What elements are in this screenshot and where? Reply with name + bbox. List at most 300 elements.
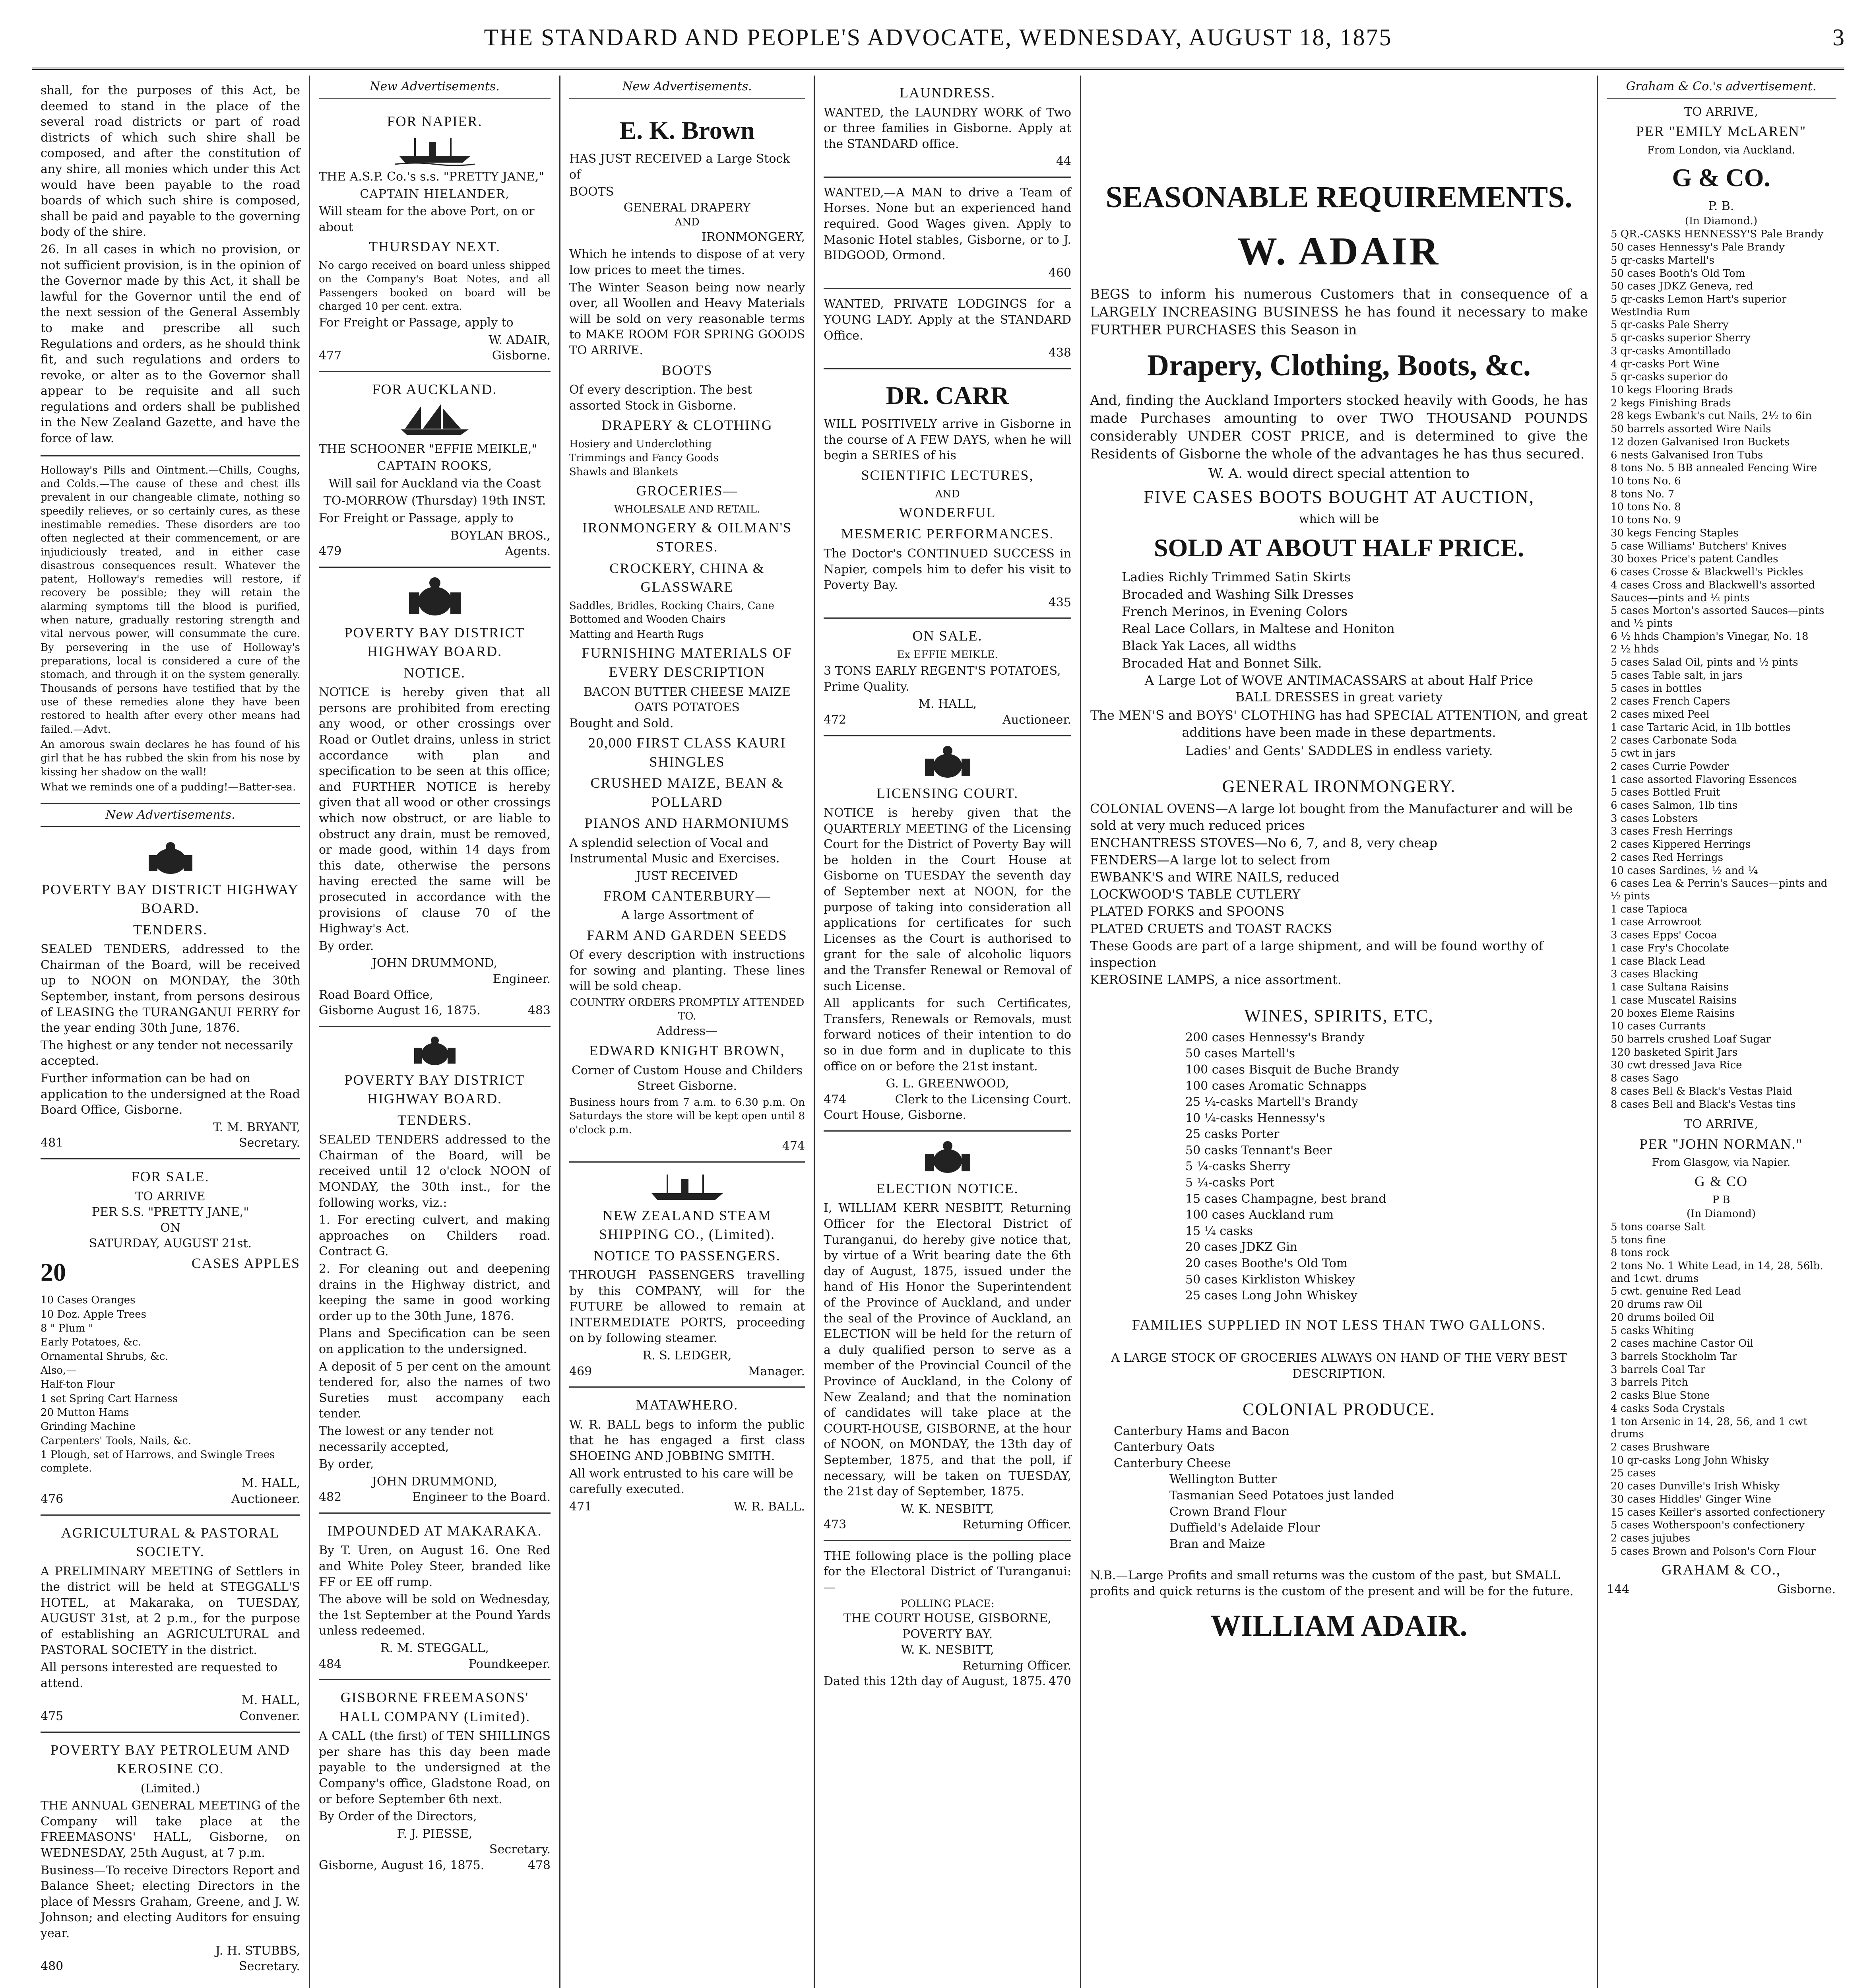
on-sale-ad (824, 619, 1071, 736)
list-item: ENCHANTRESS STOVES—No 6, 7, and 8, very cheap (1090, 835, 1437, 850)
column-heading: Graham & Co.'s advertisement. (1607, 76, 1836, 99)
sale-arrive: TO ARRIVE (135, 1189, 206, 1204)
carr-wonderful: WONDERFUL (899, 504, 996, 520)
notice-signature: JOHN DRUMMOND, (372, 956, 498, 971)
petro-title: POVERTY BAY PETROLEUM AND KEROSINE CO. (50, 1741, 290, 1777)
signature-role: Secretary. (239, 1959, 300, 1974)
list-item: 20 boxes Eleme Raisins (1611, 1007, 1735, 1019)
graham-items (1607, 228, 1836, 1111)
wanted-man-body: WANTED,—A MAN to drive a Team of Horses. None but an experienced hand required. Good Wages given. Apply to Masonic Hotel stables, Gisborne, or to J. BIDGOOD, Ormond. (824, 185, 1071, 263)
ad-number: 435 (1048, 595, 1071, 610)
impound-signature: R. M. STEGGALL, (380, 1641, 489, 1655)
list-item: 10 qr-casks Long John Whisky (1611, 1454, 1769, 1466)
list-item: 1 case Tartaric Acid, in 1lb bottles (1611, 721, 1791, 734)
polling-ad (824, 1541, 1071, 1697)
ekbrown-winter: The Winter Season being now nearly over, all Woollen and Heavy Materials will be sold on very reasonable terms to MAKE ROOM FOR SPRING GOODS TO ARRIVE. (569, 280, 805, 357)
list-item: 50 casks Tennant's Beer (1185, 1143, 1332, 1157)
list-item: 5 casks Whiting (1611, 1324, 1694, 1337)
logo-pb: P. B. (1708, 199, 1734, 214)
list-item: 120 basketed Spirit Jars (1611, 1046, 1738, 1058)
list-item: 5 qr-casks Pale Sherry (1611, 319, 1729, 331)
freemasons-role: Secretary. (489, 1842, 551, 1857)
list-item: 5 cwt in jars (1611, 747, 1675, 760)
list-item: 8 cases Bell & Black's Vestas Plaid (1611, 1085, 1792, 1097)
list-item: 8 cases Sago (1611, 1072, 1679, 1085)
list-item: 100 cases Bisquit de Buche Brandy (1185, 1062, 1399, 1077)
pianos-title: PIANOS AND HARMONIUMS (584, 815, 790, 831)
election-title: ELECTION NOTICE. (876, 1180, 1019, 1196)
ad-number: 474 (824, 1092, 847, 1107)
list-item: 6 cases Lea & Perrin's Sauces—pints and ½ pints (1611, 878, 1828, 903)
ad-number: 44 (1056, 154, 1071, 169)
graham-logo: G & CO. (1672, 163, 1770, 192)
list-item: 5 tons coarse Salt (1611, 1221, 1705, 1233)
adair-attention: W. A. would direct special attention to (1208, 465, 1470, 481)
sale-ship: PER S.S. "PRETTY JANE," (91, 1205, 249, 1219)
sale-on: ON (160, 1221, 180, 1235)
steamship-icon (395, 134, 475, 166)
auckland-freight: For Freight or Passage, apply to (319, 511, 514, 525)
list-item: 25 cases (1611, 1467, 1656, 1479)
just-received: JUST RECEIVED (636, 869, 738, 883)
napier-cargo: No cargo received on board unless shipped on the Company's Boat Notes, and all Passengers booked on board will be charged 10 per cent. extra. (319, 260, 551, 313)
list-item: Canterbury Hams and Bacon (1114, 1424, 1289, 1438)
napier-day: THURSDAY NEXT. (369, 239, 500, 255)
steamship-icon (648, 1171, 727, 1203)
list-item: Ornamental Shrubs, &c. (41, 1350, 169, 1363)
list-item: 3 cases Fresh Herrings (1611, 825, 1733, 838)
on-sale-ship: Ex EFFIE MEIKLE. (897, 648, 998, 661)
carr-and: AND (935, 488, 960, 500)
auckland-day: TO-MORROW (Thursday) 19th INST. (323, 494, 546, 508)
ad-number: 480 (41, 1959, 64, 1974)
highway-notice-ad (319, 568, 551, 1027)
list-item: 3 barrels Stockholm Tar (1611, 1351, 1737, 1363)
list-item: 5 cases Salad Oil, pints and ½ pints (1611, 656, 1798, 669)
farm-seeds: FARM AND GARDEN SEEDS (587, 927, 787, 943)
ad-number: 470 (1048, 1674, 1071, 1689)
list-item: 1 case Muscatel Raisins (1611, 994, 1737, 1006)
sold-half-price: SOLD AT ABOUT HALF PRICE. (1154, 533, 1524, 562)
freemasons-body: A CALL (the first) of TEN SHILLINGS per share has this day been made payable to the undersigned at the Company's office, Gladstone Road, on or before September 6th next. (319, 1729, 551, 1806)
sale-count: 20 (41, 1258, 66, 1286)
column-3 (560, 76, 815, 1988)
newspaper-page (32, 76, 1844, 1988)
list-item: 5 qr-casks Lemon Hart's superior WestIndia Rum (1611, 293, 1787, 318)
list-item: Canterbury Oats (1114, 1440, 1215, 1454)
adair-body: And, finding the Auckland Importers stocked heavily with Goods, he has made Purchases amounting to over TWO THOUSAND POUNDS considerably UNDER COST PRICE, and is determined to give the Residents of Gisborne the whole of the advantages he has thus secured. (1090, 392, 1588, 462)
graham-logo-2: G & CO (1694, 1173, 1748, 1189)
list-item: 50 cases Kirkliston Whiskey (1185, 1272, 1355, 1287)
board-title: POVERTY BAY DISTRICT HIGHWAY BOARD. (344, 624, 525, 660)
napier-signature: W. ADAIR, (488, 333, 551, 347)
list-item: 2 casks Blue Stone (1611, 1390, 1710, 1402)
column-heading: New Advertisements. (319, 76, 551, 99)
list-item: Also,— (41, 1364, 77, 1376)
page-number: 3 (1832, 24, 1844, 50)
list-item: Half-ton Flour (41, 1378, 115, 1391)
list-item: 20 drums raw Oil (1611, 1299, 1702, 1311)
nzss-ad (569, 1163, 805, 1388)
list-item: 25 casks Porter (1185, 1127, 1280, 1142)
ad-number: 474 (782, 1139, 805, 1153)
crushed-maize: CRUSHED MAIZE, BEAN & POLLARD (590, 775, 784, 810)
royal-crest-icon (407, 1036, 463, 1068)
list-item: 1 case Tapioca (1611, 903, 1688, 915)
board-title: POVERTY BAY DISTRICT HIGHWAY BOARD. (42, 881, 299, 916)
column-1 (32, 76, 310, 1988)
graham-place: Gisborne. (1777, 1582, 1836, 1597)
matawhero-title: MATAWHERO. (636, 1397, 739, 1413)
ad-number: 471 (569, 1499, 592, 1514)
list-item: 10 tons No. 8 (1611, 501, 1681, 513)
list-item: 20 Mutton Hams (41, 1406, 129, 1419)
column-2 (310, 76, 560, 1988)
list-item: 10 tons No. 6 (1611, 475, 1681, 487)
mens-clothing: The MEN'S and BOYS' CLOTHING has had SPECIAL ATTENTION, and great additions have been made in these departments. (1090, 708, 1588, 740)
list-item: 3 cases Epps' Cocoa (1611, 929, 1717, 942)
ad-number: 484 (319, 1657, 342, 1671)
list-item: Grinding Machine (41, 1421, 136, 1433)
laundress-ad (824, 76, 1071, 178)
list-item: 15 cases Keiller's assorted confectionery (1611, 1506, 1825, 1518)
napier-freight: For Freight or Passage, apply to (319, 316, 514, 330)
list-item: 10 ¼-casks Hennessy's (1185, 1111, 1325, 1125)
groceries-title: GROCERIES— (636, 482, 738, 499)
column-5-adair (1081, 76, 1598, 1988)
list-item: 30 kegs Fencing Staples (1611, 527, 1739, 539)
matawhero-note: All work entrusted to his care will be carefully executed. (569, 1466, 793, 1497)
list-item: 1 ton Arsenic in 14, 28, 56, and 1 cwt drums (1611, 1415, 1808, 1441)
list-item: 4 cases Cross and Blackwell's assorted Sauces—pints and ½ pints (1611, 579, 1815, 604)
sale-title: FOR SALE. (131, 1169, 209, 1185)
pudding-text: What we reminds one of a pudding!—Batter-sea. (41, 781, 296, 793)
list-item: 30 boxes Price's patent Candles (1611, 553, 1778, 565)
on-sale-title: ON SALE. (912, 628, 983, 644)
list-item: 5 cases Table salt, in jars (1611, 669, 1743, 681)
list-item: 6 ½ hhds Champion's Vinegar, No. 18 (1611, 630, 1809, 643)
list-item: Shawls and Blankets (569, 466, 678, 478)
bacon-line: BACON BUTTER CHEESE MAIZE (584, 685, 791, 699)
list-item: PLATED CRUETS and TOAST RACKS (1090, 921, 1332, 936)
tenders-plans: Plans and Specification can be seen on application to the undersigned. (319, 1326, 551, 1356)
notice-title: NOTICE. (404, 664, 465, 681)
tenders-body: SEALED TENDERS addressed to the Chairman of the Board, will be received until 12 o'clock NOON of MONDAY, the 30th inst., for the following works, viz.: (319, 1133, 551, 1210)
ekbrown-body: Which he intends to dispose of at very low prices to meet the times. (569, 247, 805, 277)
impound-sale: The above will be sold on Wednesday, the 1st September at the Pound Yards unless redeemed. (319, 1592, 551, 1638)
list-item: 5 QR.-CASKS HENNESSY'S Pale Brandy (1611, 228, 1824, 241)
list-item: 10 Cases Oranges (41, 1294, 136, 1307)
bought-sold: Bought and Sold. (569, 716, 674, 730)
notice-date: Gisborne August 16, 1875. (319, 1004, 481, 1018)
for-sale-ad (41, 1159, 300, 1516)
list-item: 50 cases Hennessy's Pale Brandy (1611, 241, 1785, 254)
list-item: 5 tons fine (1611, 1234, 1666, 1246)
list-item: 2 ½ hhds (1611, 643, 1659, 656)
auckland-body: THE SCHOONER "EFFIE MEIKLE," (319, 442, 537, 456)
list-item: 2 kegs Finishing Brads (1611, 397, 1731, 409)
election-signature: W. K. NESBITT, (901, 1502, 994, 1516)
groceries-sub: WHOLESALE AND RETAIL. (614, 503, 760, 516)
signature-role: Convener. (239, 1709, 300, 1723)
crockery-matting: Matting and Hearth Rugs (569, 629, 704, 641)
list-item: 5 cases Morton's assorted Sauces—pints and ½ pints (1611, 605, 1825, 629)
list-item: 2 cases machine Castor Oil (1611, 1338, 1753, 1350)
farm-body: Of every description with instructions for sowing and planting. These lines will be sold cheap. (569, 948, 805, 994)
notice-office: Road Board Office, (319, 988, 433, 1002)
holloway-ad (41, 456, 300, 804)
list-item: 6 cases Salmon, 1lb tins (1611, 800, 1738, 812)
tenders-by: By order, (319, 1457, 374, 1472)
list-item: 50 barrels assorted Wire Nails (1611, 423, 1771, 435)
list-item: Brocaded Hat and Bonnet Silk. (1122, 655, 1322, 671)
licensing-signature: G. L. GREENWOOD, (886, 1077, 1009, 1091)
ekbrown-drapery: GENERAL DRAPERY (623, 200, 751, 215)
list-item: 2 cases Brushware (1611, 1441, 1710, 1454)
pianos-body: A splendid selection of Vocal and Instrumental Music and Exercises. (569, 836, 780, 866)
signature-role: Poundkeeper. (468, 1657, 551, 1671)
nb-note: N.B.—Large Profits and small returns was the custom of the past, but SMALL profits and quick returns is the custom of the present and will be for the future. (1090, 1569, 1574, 1598)
polling-body: THE following place is the polling place for the Electoral District of Turanganui:— (824, 1549, 1071, 1595)
list-item: 2 cases jujubes (1611, 1532, 1691, 1545)
sale-apples: CASES APPLES (191, 1255, 300, 1271)
ladies-items (1090, 569, 1588, 671)
column-6-graham (1598, 76, 1844, 1988)
ekbrown-iron: IRONMONGERY, (702, 230, 805, 244)
list-item: 1 case assorted Flavoring Essences (1611, 773, 1797, 786)
list-item: 5 cases in bottles (1611, 682, 1702, 695)
logo-diamond: (In Diamond.) (1685, 215, 1758, 227)
ekbrown-and: AND (675, 216, 700, 229)
list-item: 5 ¼-casks Sherry (1185, 1159, 1291, 1174)
list-item: Duffield's Adelaide Flour (1169, 1521, 1320, 1535)
list-item: 10 tons No. 9 (1611, 514, 1681, 526)
ironmongery-title: IRONMONGERY & OILMAN'S STORES. (582, 520, 792, 555)
impound-title: IMPOUNDED AT MAKARAKA. (327, 1522, 542, 1539)
signature-role: Engineer to the Board. (412, 1490, 551, 1505)
list-item: 1 case Sultana Raisins (1611, 981, 1729, 994)
matawhero-ad (569, 1388, 805, 1522)
groceries-note: A LARGE STOCK OF GROCERIES ALWAYS ON HAND OF THE VERY BEST DESCRIPTION. (1111, 1351, 1567, 1381)
list-item: 5 ¼-casks Port (1185, 1176, 1275, 1190)
ship-from: From London, via Auckland. (1647, 144, 1795, 156)
impound-body: By T. Uren, on August 16. One Red and White Poley Steer, branded like FF or EE off rump. (319, 1543, 551, 1589)
signature-role: Returning Officer. (962, 1518, 1071, 1532)
list-item: 8 tons rock (1611, 1247, 1669, 1259)
freemasons-by: By Order of the Directors, (319, 1809, 477, 1824)
tenders-deposit: A deposit of 5 per cent on the amount tendered for, also the names of two Sureties must accompany each tender. (319, 1359, 551, 1421)
list-item: LOCKWOOD'S TABLE CUTLERY (1090, 887, 1301, 902)
royal-crest-icon (141, 841, 200, 877)
signature-role: Auctioneer. (1002, 712, 1071, 727)
list-item: Wellington Butter (1169, 1472, 1277, 1487)
ekbrown-intro: HAS JUST RECEIVED a Large Stock of (569, 152, 790, 182)
lodgings-body: WANTED, PRIVATE LODGINGS for a YOUNG LADY. Apply at the STANDARD Office. (824, 297, 1071, 343)
agri-note: All persons interested are requested to attend. (41, 1660, 278, 1690)
lodgings-ad (824, 289, 1071, 369)
election-ad (824, 1132, 1071, 1541)
ship-name: PER "EMILY McLAREN" (1636, 123, 1807, 140)
logo2-diamond: (In Diamond) (1687, 1208, 1756, 1220)
list-item: 20 cases Boothe's Old Tom (1185, 1256, 1348, 1271)
list-item: 3 barrels Coal Tar (1611, 1363, 1705, 1376)
list-item: 50 barrels crushed Loaf Sugar (1611, 1033, 1771, 1045)
families-note: FAMILIES SUPPLIED IN NOT LESS THAN TWO GALLONS. (1132, 1316, 1546, 1333)
nzss-notice: NOTICE TO PASSENGERS. (593, 1247, 781, 1264)
list-item: Bran and Maize (1169, 1537, 1265, 1551)
list-item: 30 cases Hiddles' Ginger Wine (1611, 1493, 1771, 1505)
newspaper-title: THE STANDARD AND PEOPLE'S ADVOCATE, WEDNESDAY, AUGUST 18, 1875 (484, 24, 1392, 50)
assortment: A large Assortment of (621, 909, 753, 923)
auckland-signature: BOYLAN BROS., (450, 528, 551, 543)
list-item: 50 cases Booth's Old Tom (1611, 267, 1745, 280)
business-hours: Business hours from 7 a.m. to 6.30 p.m. On Saturdays the store will be kept open until 8 o'clock p.m. (569, 1096, 805, 1136)
list-item: 3 qr-casks Amontillado (1611, 345, 1731, 357)
list-item: 5 cases Wotherspoon's confectionery (1611, 1519, 1805, 1532)
freemasons-ad (319, 1680, 551, 1880)
list-item: 50 cases JDKZ Geneva, red (1611, 280, 1753, 293)
list-item: KEROSINE LAMPS, a nice assortment. (1090, 972, 1342, 988)
list-item: 5 qr-casks superior do (1611, 371, 1728, 383)
tenders-item-2: 2. For cleaning out and deepening drains in the Highway district, and keeping the same in good working order up to the 30th June, 1876. (319, 1262, 551, 1323)
list-item: These Goods are part of a large shipment, and will be found worthy of inspection (1090, 938, 1543, 971)
ekbrown-boots: BOOTS (569, 185, 614, 199)
list-item: Carpenters' Tools, Nails, &c. (41, 1435, 192, 1447)
saddles-line: Ladies' and Gents' SADDLES in endless variety. (1185, 743, 1493, 758)
royal-crest-icon (918, 1140, 977, 1176)
wines-items (1090, 1030, 1588, 1304)
ad-number: 479 (319, 544, 342, 559)
ad-number: 481 (41, 1136, 64, 1150)
agri-title: AGRICULTURAL & PASTORAL SOCIETY. (61, 1524, 280, 1560)
to-arrive: TO ARRIVE, (1684, 105, 1758, 119)
colonial-title: COLONIAL PRODUCE. (1243, 1399, 1435, 1419)
list-item: Ladies Richly Trimmed Satin Skirts (1122, 569, 1351, 585)
nzss-title: NEW ZEALAND STEAM SHIPPING CO., (Limited). (599, 1207, 775, 1242)
adair-title: W. ADAIR (1237, 229, 1441, 274)
woven-antimacassars: A Large Lot of WOVE ANTIMACASSARS at about Half Price (1144, 672, 1534, 688)
list-item: Black Yak Laces, all widths (1122, 638, 1297, 654)
notice-role: Engineer. (492, 972, 551, 986)
list-item: 2 cases Kippered Herrings (1611, 839, 1751, 851)
carr-lectures: SCIENTIFIC LECTURES, (861, 467, 1034, 483)
logo2-pb: P B (1712, 1194, 1730, 1206)
list-item: 10 cases Sardines, ½ and ¼ (1611, 864, 1758, 877)
list-item: Brocaded and Washing Silk Dresses (1122, 586, 1354, 602)
list-item: 3 barrels Pitch (1611, 1376, 1688, 1389)
ad-number: 477 (319, 349, 342, 363)
list-item: 20 cases JDKZ Gin (1185, 1240, 1298, 1254)
auckland-ad (319, 372, 551, 568)
wanted-man-ad (824, 178, 1071, 289)
list-item: 1 case Fry's Chocolate (1611, 942, 1729, 954)
kauri-shingles: 20,000 FIRST CLASS KAURI SHINGLES (588, 735, 786, 770)
freemasons-date: Gisborne, August 16, 1875. (319, 1858, 485, 1872)
list-item: Early Potatoes, &c. (41, 1336, 142, 1349)
list-item: 2 cases Currie Powder (1611, 760, 1729, 773)
furnishing-title: FURNISHING MATERIALS OF EVERY DESCRIPTION (582, 645, 793, 680)
signature-role: Auctioneer. (231, 1492, 300, 1507)
freemasons-title: GISBORNE FREEMASONS' HALL COMPANY (Limited). (339, 1689, 530, 1724)
crockery-title: CROCKERY, CHINA & GLASSWARE (609, 560, 765, 595)
list-item: 3 cases Blacking (1611, 968, 1698, 980)
petro-limited: (Limited.) (140, 1781, 200, 1796)
list-item: 8 tons No. 7 (1611, 488, 1675, 500)
list-item: 5 qr-casks Martell's (1611, 254, 1714, 266)
laundress-body: WANTED, the LAUNDRY WORK of Two or three families in Gisborne. Apply at the STANDARD office. (824, 105, 1071, 151)
ekbrown-name: EDWARD KNIGHT BROWN, (589, 1043, 785, 1059)
ad-number: 438 (1048, 346, 1071, 360)
adair-signature: WILLIAM ADAIR. (1210, 1609, 1468, 1642)
petro-body: THE ANNUAL GENERAL MEETING of the Company will take place at the FREEMASONS' HALL, Gisborne, on WEDNESDAY, 25th August, at 7 p.m. (41, 1799, 300, 1860)
list-item: 1 set Spring Cart Harness (41, 1392, 178, 1405)
holloway-text: Holloway's Pills and Ointment.—Chills, Coughs, and Colds.—The cause of these and chest ills prevalent in our changeable climate, nothing so speedily relieves, or so certainly cures, as these inestimable remedies. These disorders are too often neglected at their commencement, or are injudiciously treated, and in either case disastrous consequences result. Whatever the patent, Holloway's remedies will restore, if recovery be possible; they will retain the alarming symptoms till the blood is purified, when nature, gradually restoring strength and vital nervous power, will consummate the cure. By persevering in the use of Holloway's preparations, local is considered a cure of the stomach, and through it on the system generally. Thousands of persons have testified that by the use of these remedies alone they have been restored to health after every other means had failed.—Advt. (41, 464, 300, 736)
ad-number: 475 (41, 1709, 64, 1723)
napier-body: THE A.S.P. Co.'s s.s. "PRETTY JANE," (319, 170, 545, 184)
list-item: 2 cases French Capers (1611, 695, 1730, 708)
list-item: 200 cases Hennessy's Brandy (1185, 1030, 1365, 1044)
ad-number: 469 (569, 1364, 592, 1378)
country-orders: COUNTRY ORDERS PROMPTLY ATTENDED TO. (570, 997, 805, 1023)
list-item: 2 cases Carbonate Soda (1611, 734, 1737, 747)
list-item: 8 cases Bell and Black's Vestas tins (1611, 1098, 1796, 1110)
drapery-items (569, 437, 805, 479)
tenders-ad (41, 833, 300, 1159)
five-cases: FIVE CASES BOOTS BOUGHT AT AUCTION, (1143, 486, 1535, 507)
licensing-title: LICENSING COURT. (876, 785, 1019, 801)
ad-number: 472 (824, 712, 847, 727)
tenders-info: Further information can be had on application to the undersigned at the Road Board Office, Gisborne. (41, 1072, 300, 1117)
which-will-be: which will be (1299, 512, 1379, 526)
licensing-body: NOTICE is hereby given that the QUARTERLY MEETING of the Licensing Court for the District of Poverty Bay will be holden in the Court House at Gisborne on TUESDAY the seventh day of September next at NOON, for the purpose of taking into consideration all applications for certificates for such Licenses as the Court is authorised to grant for the sale of alcoholic liquors and the Transfer Renewal or Removal of such License. (824, 806, 1071, 993)
carr-body: WILL POSITIVELY arrive in Gisborne in the course of A FEW DAYS, when he will begin a SERIES of his (824, 417, 1071, 463)
tenders-note: The highest or any tender not necessarily accepted. (41, 1038, 293, 1068)
matawhero-signature: W. R. BALL. (733, 1499, 805, 1514)
agri-signature: M. HALL, (242, 1693, 300, 1708)
napier-ad (319, 104, 551, 372)
on-sale-body: 3 TONS EARLY REGENT'S POTATOES, Prime Quality. (824, 664, 1061, 694)
list-item: Crown Brand Flour (1169, 1505, 1287, 1519)
tenders-title: TENDERS. (397, 1112, 472, 1128)
list-item: Canterbury Cheese (1114, 1456, 1231, 1470)
graham-items-2 (1607, 1221, 1836, 1558)
list-item: 10 cases Currants (1611, 1020, 1706, 1033)
colonial-items (1090, 1423, 1588, 1552)
seasonable-title: SEASONABLE REQUIREMENTS. (1105, 181, 1572, 214)
tenders-signature: T. M. BRYANT, (213, 1120, 300, 1134)
list-item: 5 cwt. genuine Red Lead (1611, 1285, 1741, 1298)
licensing-body2: All applicants for such Certificates, Transfers, Renewals or Removals, must forward notices of their intention to do so in due form and in duplicate to this office on or before the 21st instant. (824, 996, 1071, 1074)
list-item: 6 nests Galvanised Iron Tubs (1611, 449, 1763, 461)
ad-number: 460 (1048, 266, 1071, 280)
agri-body: A PRELIMINARY MEETING of Settlers in the district will be held at STEGGALL'S HOTEL, at Makaraka, on TUESDAY, AUGUST 31st, at 2 p.m., for the purpose of establishing an AGRICULTURAL and PASTORAL SOCIETY in the district. (41, 1564, 300, 1657)
list-item: 2 cases Red Herrings (1611, 851, 1724, 864)
ship-name-2: PER "JOHN NORMAN." (1639, 1136, 1803, 1152)
signature-place: Gisborne. (492, 349, 551, 363)
boots-body: Of every description. The best assorted Stock in Gisborne. (569, 383, 752, 413)
crockery-body: Saddles, Bridles, Rocking Chairs, Cane Bottomed and Wooden Chairs (569, 600, 775, 625)
list-item: 28 kegs Ewbank's cut Nails, 2½ to 6in (1611, 410, 1812, 422)
election-body: I, WILLIAM KERR NESBITT, Returning Officer for the Electoral District of Turanganui, do hereby give notice that, by virtue of a Writ bearing date the 6th day of August, 1875, issued under the hand of His Honor the Superintendent of the Province of Auckland, and under the seal of the Province of Auckland, an ELECTION will be held for the return of a duly qualified person to serve as a member of the Provincial Council of the Province of Auckland, in the Colony of New Zealand; and that the nomination of candidates will take place at the COURT-HOUSE, GISBORNE, at the hour of NOON, on MONDAY, the 13th day of September, 1875, and that the poll, if necessary, will be taken on TUESDAY, the 21st day of September, 1875. (824, 1201, 1071, 1499)
list-item: 10 Doz. Apple Trees (41, 1308, 146, 1320)
oats-line: OATS POTATOES (634, 701, 740, 715)
laundress-title: LAUNDRESS. (899, 85, 996, 101)
list-item: 100 cases Auckland rum (1185, 1208, 1334, 1222)
list-item: 8 " Plum " (41, 1322, 93, 1334)
ad-number: 476 (41, 1492, 64, 1507)
licensing-place: Court House, Gisborne. (824, 1108, 967, 1122)
list-item: 15 ¼ casks (1185, 1224, 1253, 1238)
